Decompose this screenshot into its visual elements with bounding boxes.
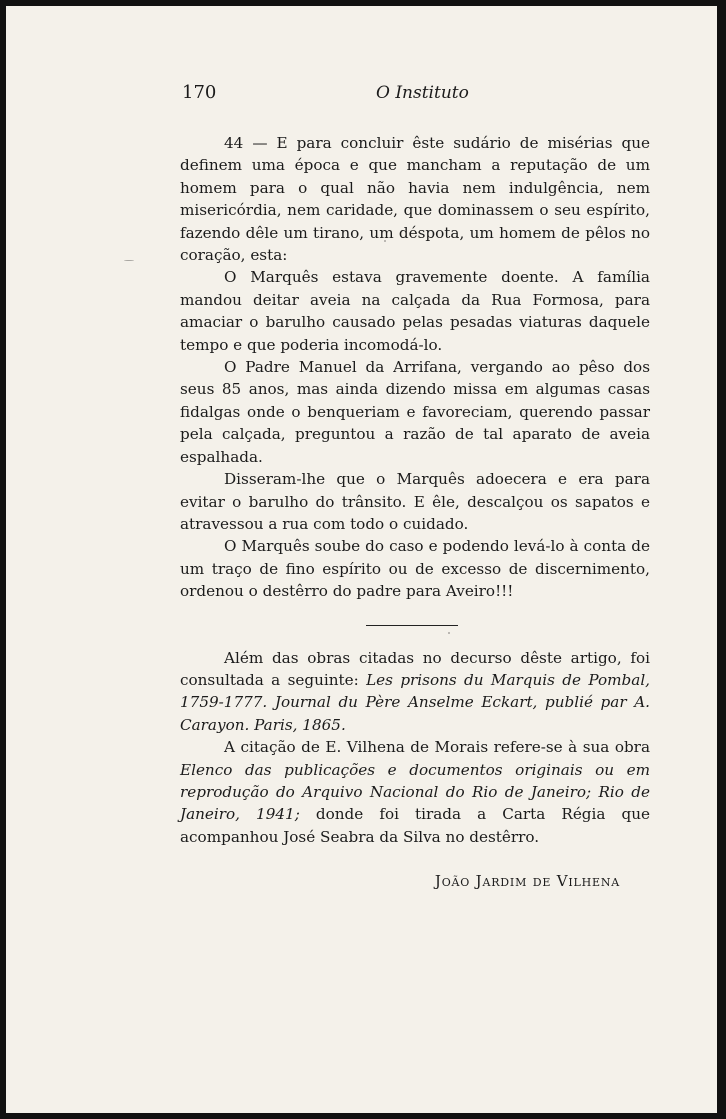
anecdote-paragraph-1: O Marquês estava gravemente doente. A família mandou deitar aveia na calçada da Rua Formosa, para amaciar o barulho causado pelas pesadas viaturas daquele tempo e que poderia incomodá-lo. [180,268,650,354]
page-header [176,80,650,106]
author-signature: João Jardim de Vilhena [434,872,620,891]
anecdote-paragraph-2: O Padre Manuel da Arrifana, vergando ao pêso dos seus 85 anos, mas ainda dizendo missa em algumas casas fidalgas onde o benqueriam e favoreciam, querendo passar pela calçada, preguntou a razão de tal aparato de aveia espalhada. [180,358,650,466]
anecdote-paragraph-4: O Marquês soube do caso e podendo levá-lo à conta de um traço de fino espírito ou de excesso de discernimento, ordenou o destêrro do padre para Aveiro!!! [180,537,650,601]
scan-speck [637,274,639,276]
section-44-intro: 44 — E para concluir êste sudário de misérias que definem uma época e que mancham a reputação de um homem para o qual não havia nem indulgência, nem misericórdia, nem caridade, que dominassem o seu espírito, fazendo dêle um tirano, um déspota, um homem de pêlos no coração, esta: [180,134,650,265]
note-paragraph-2-text-b: donde foi tirada a Carta Régia que acompanhou José Seabra da Silva no destêrro. [180,805,650,846]
scan-speck [124,260,134,261]
note-paragraph-1-citation: Les prisons du Marquis de Pombal, 1759-1777. Journal du Père Anselme Eckart, publié par A. Carayon. Paris, 1865. [180,670,651,734]
article-body [180,132,650,893]
section-divider [366,625,458,626]
page-number: 170 [182,82,217,103]
note-paragraph-2-text-a: A citação de E. Vilhena de Morais refere-se à sua obra [224,738,650,757]
note-paragraph-2 [180,736,650,848]
scan-speck [448,632,450,634]
anecdote-paragraph-3: Disseram-lhe que o Marquês adoecera e era para evitar o barulho do trânsito. E êle, descalçou os sapatos e atravessou a rua com todo o cuidado. [180,470,650,533]
note-paragraph-2-citation: Elenco das publicações e documentos originais ou em reprodução do Arquivo Nacional do Rio de Janeiro; Rio de Janeiro, 1941; [180,760,650,824]
bibliographic-note [180,647,650,849]
scan-speck [384,240,386,242]
running-title: O Instituto [376,83,469,103]
note-paragraph-1-text: Além das obras citadas no decurso dêste artigo, foi consultada a seguinte: [180,648,650,689]
note-paragraph-1 [180,647,650,737]
